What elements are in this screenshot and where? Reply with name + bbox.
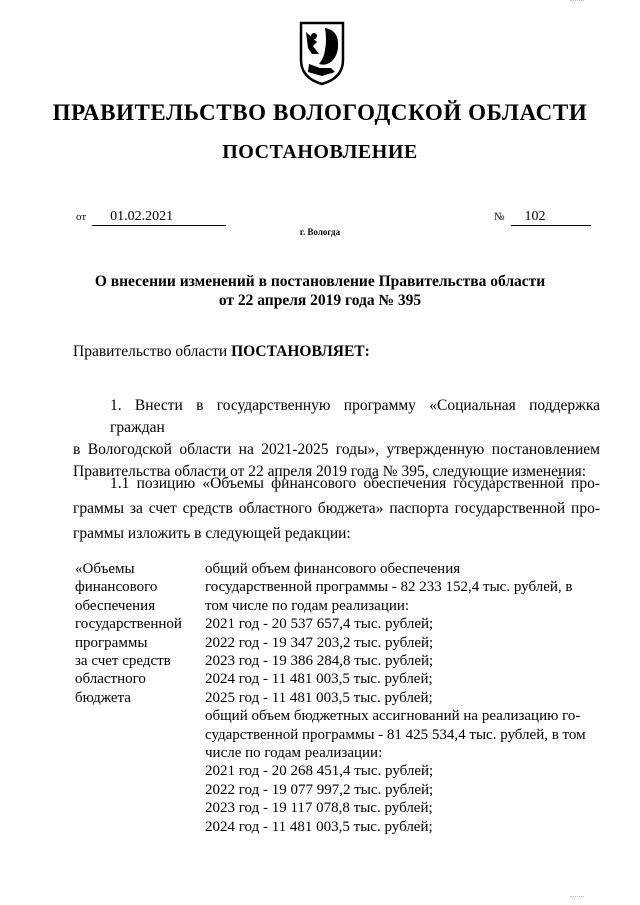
scan-mark bbox=[570, 0, 584, 3]
preamble-text: Правительство области bbox=[73, 343, 232, 360]
table-left-line: программы bbox=[75, 634, 148, 651]
paragraph-1-1-line-2: граммы за счет средств областного бюджета» паспорта государственной про- bbox=[73, 500, 600, 517]
date-prefix: от bbox=[76, 211, 87, 223]
paragraph-1-1 bbox=[73, 471, 600, 546]
number-prefix: № bbox=[494, 211, 505, 223]
preamble-resolve: ПОСТАНОВЛЯЕТ: bbox=[231, 343, 370, 360]
table-left-line: за счет средств bbox=[75, 653, 171, 670]
date-block bbox=[76, 207, 226, 226]
table-right-line: 2023 год - 19 117 078,8 тыс. рублей; bbox=[205, 800, 433, 817]
table-right-line: том числе по годам реализации: bbox=[205, 597, 410, 614]
table-right-line: 2022 год - 19 347 203,2 тыс. рублей; bbox=[205, 634, 434, 651]
table-right-line: 2021 год - 20 537 657,4 тыс. рублей; bbox=[205, 616, 434, 633]
table-left-line: бюджета bbox=[75, 689, 131, 706]
table-right-line: 2024 год - 11 481 003,5 тыс. рублей; bbox=[205, 818, 433, 835]
number-block bbox=[494, 207, 591, 226]
paragraph-1-1-line-1: 1.1 позицию «Объемы финансового обеспечения государственной про- bbox=[110, 475, 600, 492]
paragraph-1-line-3: Правительства области от 22 апреля 2019 года № 395, следующие изменения: bbox=[73, 463, 587, 480]
document-number: 102 bbox=[511, 209, 591, 226]
table-left-line: финансового bbox=[75, 579, 158, 596]
table-left-column bbox=[75, 560, 200, 707]
paragraph-1-line-1: 1. Внести в государственную программу «Социальная поддержка граждан bbox=[110, 397, 600, 436]
table-right-line: 2022 год - 19 077 997,2 тыс. рублей; bbox=[205, 781, 434, 798]
table-right-line: сударственной программы - 81 425 534,4 тыс. рублей, в том bbox=[205, 726, 586, 743]
table-right-column bbox=[205, 560, 603, 836]
table-right-line: 2021 год - 20 268 451,4 тыс. рублей; bbox=[205, 763, 434, 780]
scan-mark bbox=[570, 896, 584, 899]
table-right-line: 2024 год - 11 481 003,5 тыс. рублей; bbox=[205, 671, 433, 688]
document-type: ПОСТАНОВЛЕНИЕ bbox=[222, 141, 418, 163]
table-left-line: областного bbox=[75, 671, 146, 688]
city: г. Вологда bbox=[299, 227, 341, 237]
subject-line-1: О внесении изменений в постановление Правительства области bbox=[94, 273, 546, 290]
document-date: 01.02.2021 bbox=[92, 209, 226, 226]
subject-line-2: от 22 апреля 2019 года № 395 bbox=[218, 292, 422, 309]
preamble bbox=[73, 341, 370, 363]
table-left-line: обеспечения bbox=[75, 597, 156, 614]
paragraph-1-1-line-3: граммы изложить в следующей редакции: bbox=[73, 525, 351, 542]
paragraph-1-line-2: в Вологодской области на 2021-2025 годы», утвержденную постановлением bbox=[73, 441, 600, 458]
table-right-line: числе по годам реализации: bbox=[205, 745, 383, 762]
table-right-line: 2023 год - 19 386 284,8 тыс. рублей; bbox=[205, 653, 434, 670]
document-subject bbox=[0, 272, 640, 310]
table-right-line: общий объем финансового обеспечения bbox=[205, 561, 461, 577]
table-right-line: 2025 год - 11 481 003,5 тыс. рублей; bbox=[205, 689, 433, 706]
government-title: ПРАВИТЕЛЬСТВО ВОЛОГОДСКОЙ ОБЛАСТИ bbox=[52, 100, 588, 125]
table-left-line: государственной bbox=[75, 616, 182, 633]
table-right-line: общий объем бюджетных ассигнований на реализацию го- bbox=[205, 708, 581, 725]
table-left-line: «Объемы bbox=[75, 561, 135, 577]
paragraph-1 bbox=[73, 395, 600, 483]
table-right-line: государственной программы - 82 233 152,4 тыс. рублей, в bbox=[205, 579, 573, 596]
vologda-coat-of-arms-icon bbox=[298, 20, 346, 86]
